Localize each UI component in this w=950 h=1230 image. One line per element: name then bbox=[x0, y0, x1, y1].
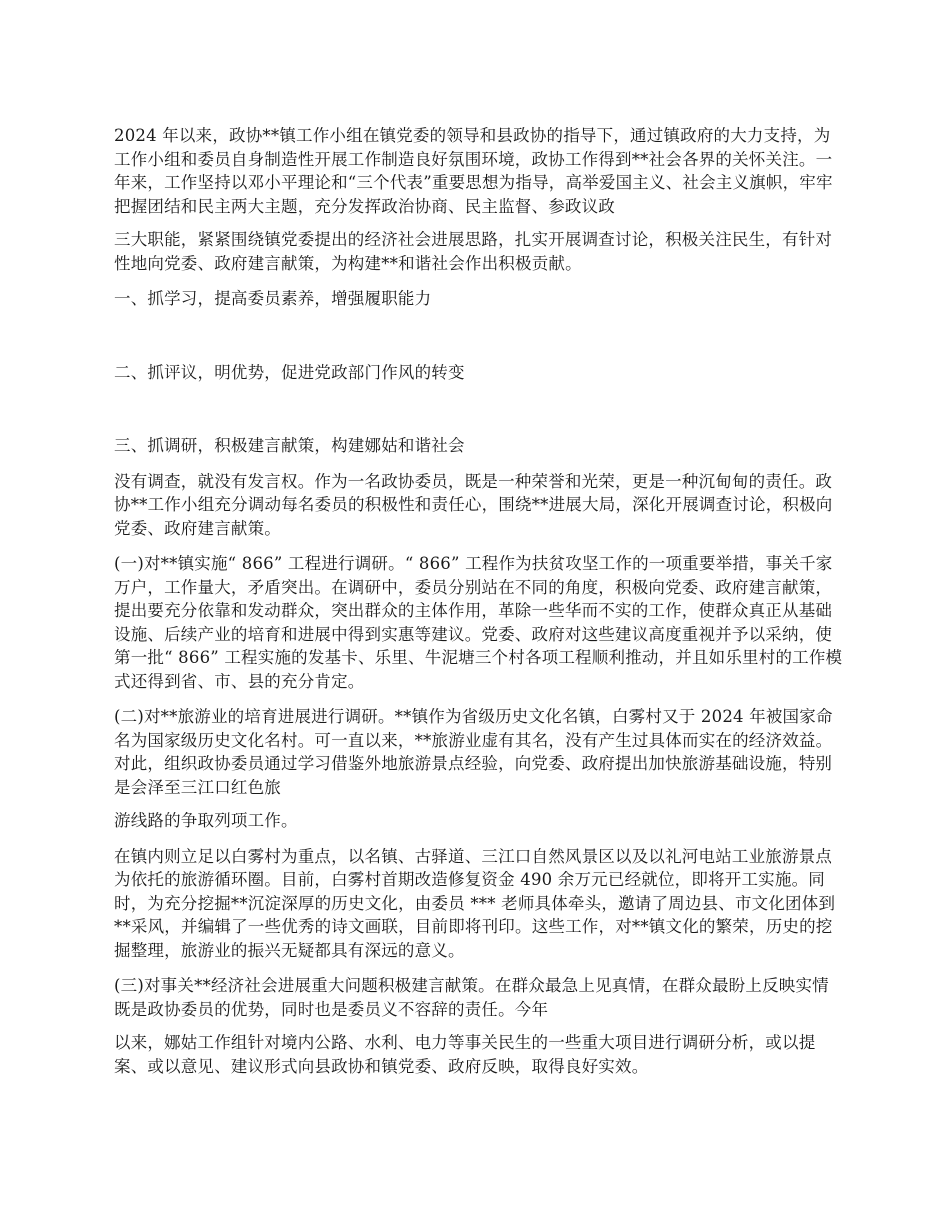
section-heading-review: 二、抓评议，明优势，促进党政部门作风的转变 bbox=[114, 362, 465, 382]
document-body bbox=[114, 124, 844, 1078]
paragraph-item-two: (二)对**旅游业的培育进展进行调研。**镇作为省级历史文化名镇，白雾村又于 2024 年被国家命名为国家级历史文化名村。可一直以来，**旅游业虚有其名，没有产生过具体而实在的经济效益。对此，组织政协委员通过学习借鉴外地旅游景点经验，向党委、政府提出加快旅游基础设施，特别是会泽至三江口红色旅 bbox=[114, 707, 833, 797]
paragraph-item-three: (三)对事关**经济社会进展重大问题积极建言献策。在群众最急上见真情，在群众最盼上反映实情既是政协委员的优势，同时也是委员义不容辞的责任。今年 bbox=[114, 976, 829, 1019]
paragraph-intro: 2024 年以来，政协**镇工作小组在镇党委的领导和县政协的指导下，通过镇政府的大力支持，为工作小组和委员自身制造性开展工作制造良好氛围环境，政协工作得到**社会各界的关怀关注。一年来，工作坚持以邓小平理论和“三个代表”重要思想为指导，高举爱国主义、社会主义旗帜，牢牢把握团结和民主两大主题，充分发挥政治协商、民主监督、参政议政 bbox=[114, 126, 833, 216]
paragraph-research-intro: 没有调查，就没有发言权。作为一名政协委员，既是一种荣誉和光荣，更是一种沉甸甸的责任。政协**工作小组充分调动每名委员的积极性和责任心，围绕**进展大局，深化开展调查讨论，积极向党委、政府建言献策。 bbox=[114, 471, 833, 538]
paragraph-tourism-loop: 在镇内则立足以白雾村为重点，以名镇、古驿道、三江口自然风景区以及以礼河电站工业旅游景点为依托的旅游循环圈。目前，白雾村首期改造修复资金 490 余万元已经就位，即将开工实施。同时，为充分挖掘**沉淀深厚的历史文化，由委员 *** 老师具体牵头，邀请了周边县、市文化团体到**采风，并编辑了一些优秀的诗文画联，目前即将刊印。这些工作，对**镇文化的繁荣，历史的挖掘整理，旅游业的振兴无疑都具有深远的意义。 bbox=[114, 846, 836, 960]
section-heading-research: 三、抓调研，积极建言献策，构建娜姑和谐社会 bbox=[114, 436, 465, 455]
paragraph-item-three-continued: 以来，娜姑工作组针对境内公路、水利、电力等事关民生的一些重大项目进行调研分析，或以提案、或以意见、建议形式向县政协和镇党委、政府反映，取得良好实效。 bbox=[114, 1033, 816, 1076]
paragraph-intro-continued: 三大职能，紧紧围绕镇党委提出的经济社会进展思路，扎实开展调查讨论，积极关注民生，有针对性地向党委、政府建言献策，为构建**和谐社会作出积极贡献。 bbox=[114, 230, 833, 273]
section-heading-study: 一、抓学习，提高委员素养，增强履职能力 bbox=[114, 289, 432, 308]
paragraph-item-one: (一)对**镇实施“ 866” 工程进行调研。“ 866” 工程作为扶贫攻坚工作的一项重要举措，事关千家万户，工作量大，矛盾突出。在调研中，委员分别站在不同的角度，积极向党委、政府建言献策，提出要充分依靠和发动群众，突出群众的主体作用，革除一些华而不实的工作，使群众真正从基础设施、后续产业的培育和进展中得到实惠等建议。党委、政府对这些建议高度重视并予以采纳，使第一批“ 866” 工程实施的发基卡、乐里、牛泥塘三个村各项工程顺利推动，并且如乐里村的工作模式还得到省、市、县的充分肯定。 bbox=[114, 554, 843, 691]
paragraph-item-two-continued: 游线路的争取列项工作。 bbox=[114, 811, 298, 830]
